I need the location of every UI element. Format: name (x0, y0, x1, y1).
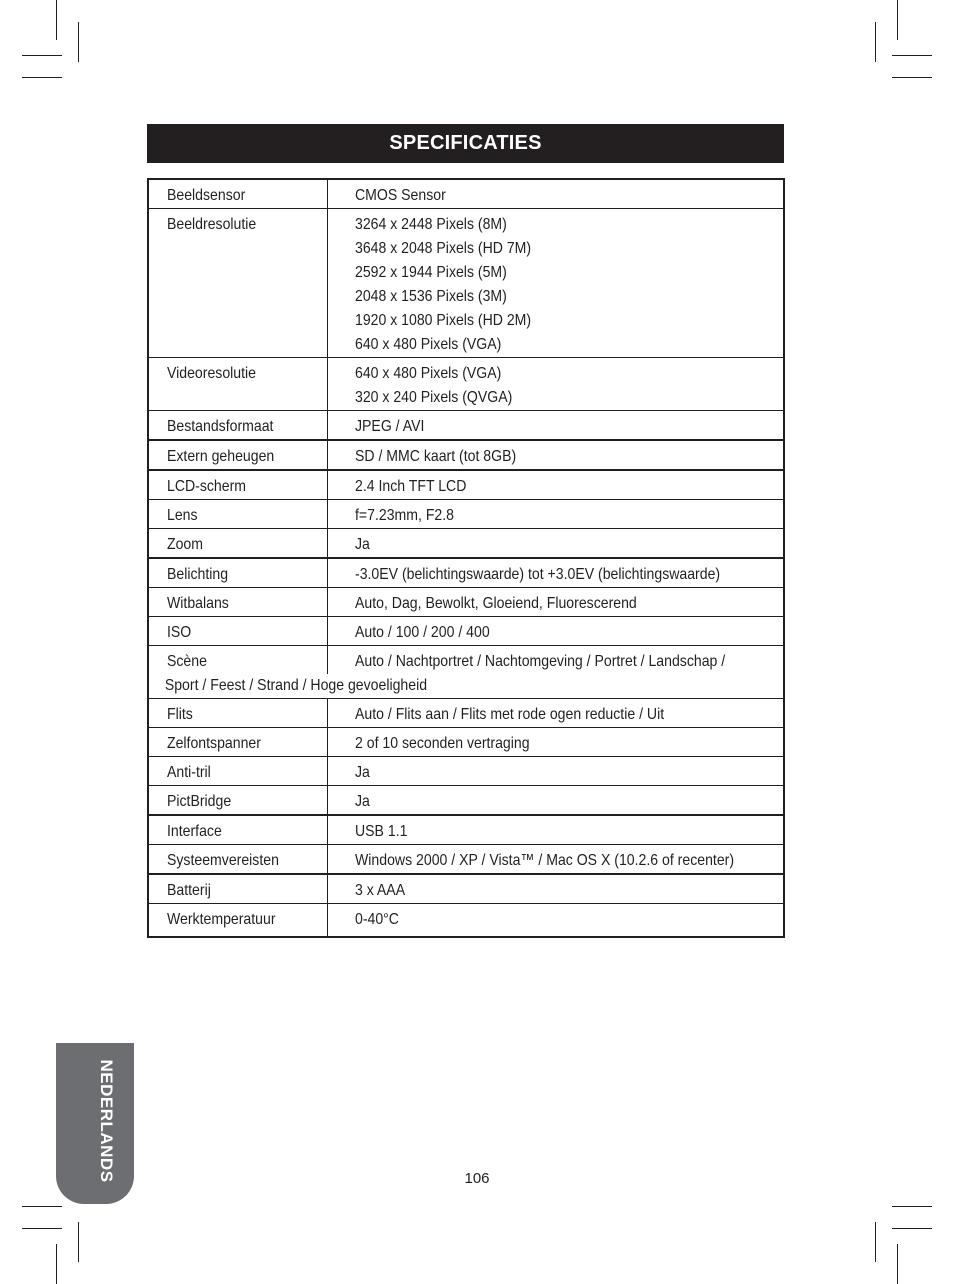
crop-mark (78, 22, 79, 62)
spec-row-systeemvereisten (149, 844, 783, 873)
crop-mark (22, 77, 62, 78)
crop-mark (56, 1244, 57, 1284)
spec-label: Zoom (167, 536, 203, 553)
spec-row-bestandsformaat (149, 410, 783, 439)
spec-row-anti-tril (149, 756, 783, 785)
spec-label: Scène (167, 653, 207, 670)
spec-row-beeldresolutie (149, 208, 783, 357)
page-number: 106 (464, 1170, 490, 1187)
spec-value: 640 x 480 Pixels (VGA) (355, 365, 502, 382)
spec-value: JPEG / AVI (355, 418, 425, 435)
spec-value: 1920 x 1080 Pixels (HD 2M) (355, 312, 532, 329)
spec-row-belichting (149, 557, 783, 587)
language-label: NEDERLANDS (97, 1059, 116, 1183)
spec-value: USB 1.1 (355, 823, 408, 840)
spec-label: LCD-scherm (167, 478, 247, 495)
spec-value: CMOS Sensor (355, 187, 446, 204)
spec-value: 320 x 240 Pixels (QVGA) (355, 389, 513, 406)
spec-row-beeldsensor (149, 180, 783, 208)
spec-label: Batterij (167, 882, 211, 899)
spec-value: 3 x AAA (355, 882, 406, 899)
section-title: SPECIFICATIES (389, 132, 542, 154)
spec-value: Windows 2000 / XP / Vista™ / Mac OS X (10.2.6 of recenter) (355, 852, 735, 869)
crop-mark (892, 55, 932, 56)
spec-label: Lens (167, 507, 198, 524)
spec-label: Beeldsensor (167, 187, 246, 204)
spec-value: 2 of 10 seconden vertraging (355, 735, 530, 752)
spec-label: Interface (167, 823, 222, 840)
spec-label: Zelfontspanner (167, 735, 261, 752)
crop-mark (56, 0, 57, 40)
spec-value: Ja (355, 536, 370, 553)
crop-mark (875, 1222, 876, 1262)
spec-row-batterij (149, 873, 783, 903)
spec-value: 2.4 Inch TFT LCD (355, 478, 467, 495)
spec-row-iso (149, 616, 783, 645)
crop-mark (897, 1244, 898, 1284)
crop-mark (22, 1206, 62, 1207)
spec-value: Auto, Dag, Bewolkt, Gloeiend, Fluorescerend (355, 595, 637, 612)
crop-mark (892, 1206, 932, 1207)
spec-label: Extern geheugen (167, 448, 275, 465)
spec-row-extern-geheugen (149, 439, 783, 469)
spec-value: 2048 x 1536 Pixels (3M) (355, 288, 507, 305)
spec-row-pictbridge (149, 785, 783, 814)
spec-value: Auto / 100 / 200 / 400 (355, 624, 490, 641)
spec-value-continuation: Sport / Feest / Strand / Hoge gevoeligheid (164, 677, 428, 694)
spec-row-flits (149, 698, 783, 727)
spec-value: 3648 x 2048 Pixels (HD 7M) (355, 240, 532, 257)
spec-table (147, 178, 785, 938)
spec-label: Beeldresolutie (167, 216, 257, 233)
spec-value: SD / MMC kaart (tot 8GB) (355, 448, 517, 465)
spec-label: Anti-tril (167, 764, 211, 781)
spec-label: Bestandsformaat (167, 418, 274, 435)
spec-value: 2592 x 1944 Pixels (5M) (355, 264, 507, 281)
spec-value: Ja (355, 793, 370, 810)
spec-row-interface (149, 814, 783, 844)
spec-row-videoresolutie (149, 357, 783, 410)
spec-label: ISO (167, 624, 192, 641)
spec-label: Werktemperatuur (167, 911, 276, 928)
spec-label: PictBridge (167, 793, 232, 810)
spec-row-werktemperatuur (149, 903, 783, 936)
crop-mark (892, 77, 932, 78)
crop-mark (22, 1228, 62, 1229)
spec-row-zelfontspanner (149, 727, 783, 756)
spec-row-scene (149, 645, 783, 698)
crop-mark (875, 22, 876, 62)
crop-mark (897, 0, 898, 40)
language-side-tab (56, 1043, 134, 1204)
spec-value: 0-40°C (355, 911, 399, 928)
spec-value: 640 x 480 Pixels (VGA) (355, 336, 502, 353)
crop-mark (22, 55, 62, 56)
spec-label: Belichting (167, 566, 229, 583)
spec-value: Auto / Nachtportret / Nachtomgeving / Portret / Landschap / (355, 653, 726, 670)
crop-mark (78, 1222, 79, 1262)
spec-label: Videoresolutie (167, 365, 256, 382)
crop-mark (892, 1228, 932, 1229)
spec-label: Witbalans (167, 595, 229, 612)
spec-label: Systeemvereisten (167, 852, 279, 869)
spec-label: Flits (167, 706, 193, 723)
spec-value: 3264 x 2448 Pixels (8M) (355, 216, 507, 233)
spec-value: Ja (355, 764, 370, 781)
spec-row-lens (149, 499, 783, 528)
spec-row-zoom (149, 528, 783, 557)
spec-value: -3.0EV (belichtingswaarde) tot +3.0EV (belichtingswaarde) (355, 566, 721, 583)
spec-value: Auto / Flits aan / Flits met rode ogen reductie / Uit (355, 706, 665, 723)
section-header (147, 124, 784, 163)
spec-row-lcd-scherm (149, 469, 783, 499)
spec-value: f=7.23mm, F2.8 (355, 507, 454, 524)
spec-row-witbalans (149, 587, 783, 616)
